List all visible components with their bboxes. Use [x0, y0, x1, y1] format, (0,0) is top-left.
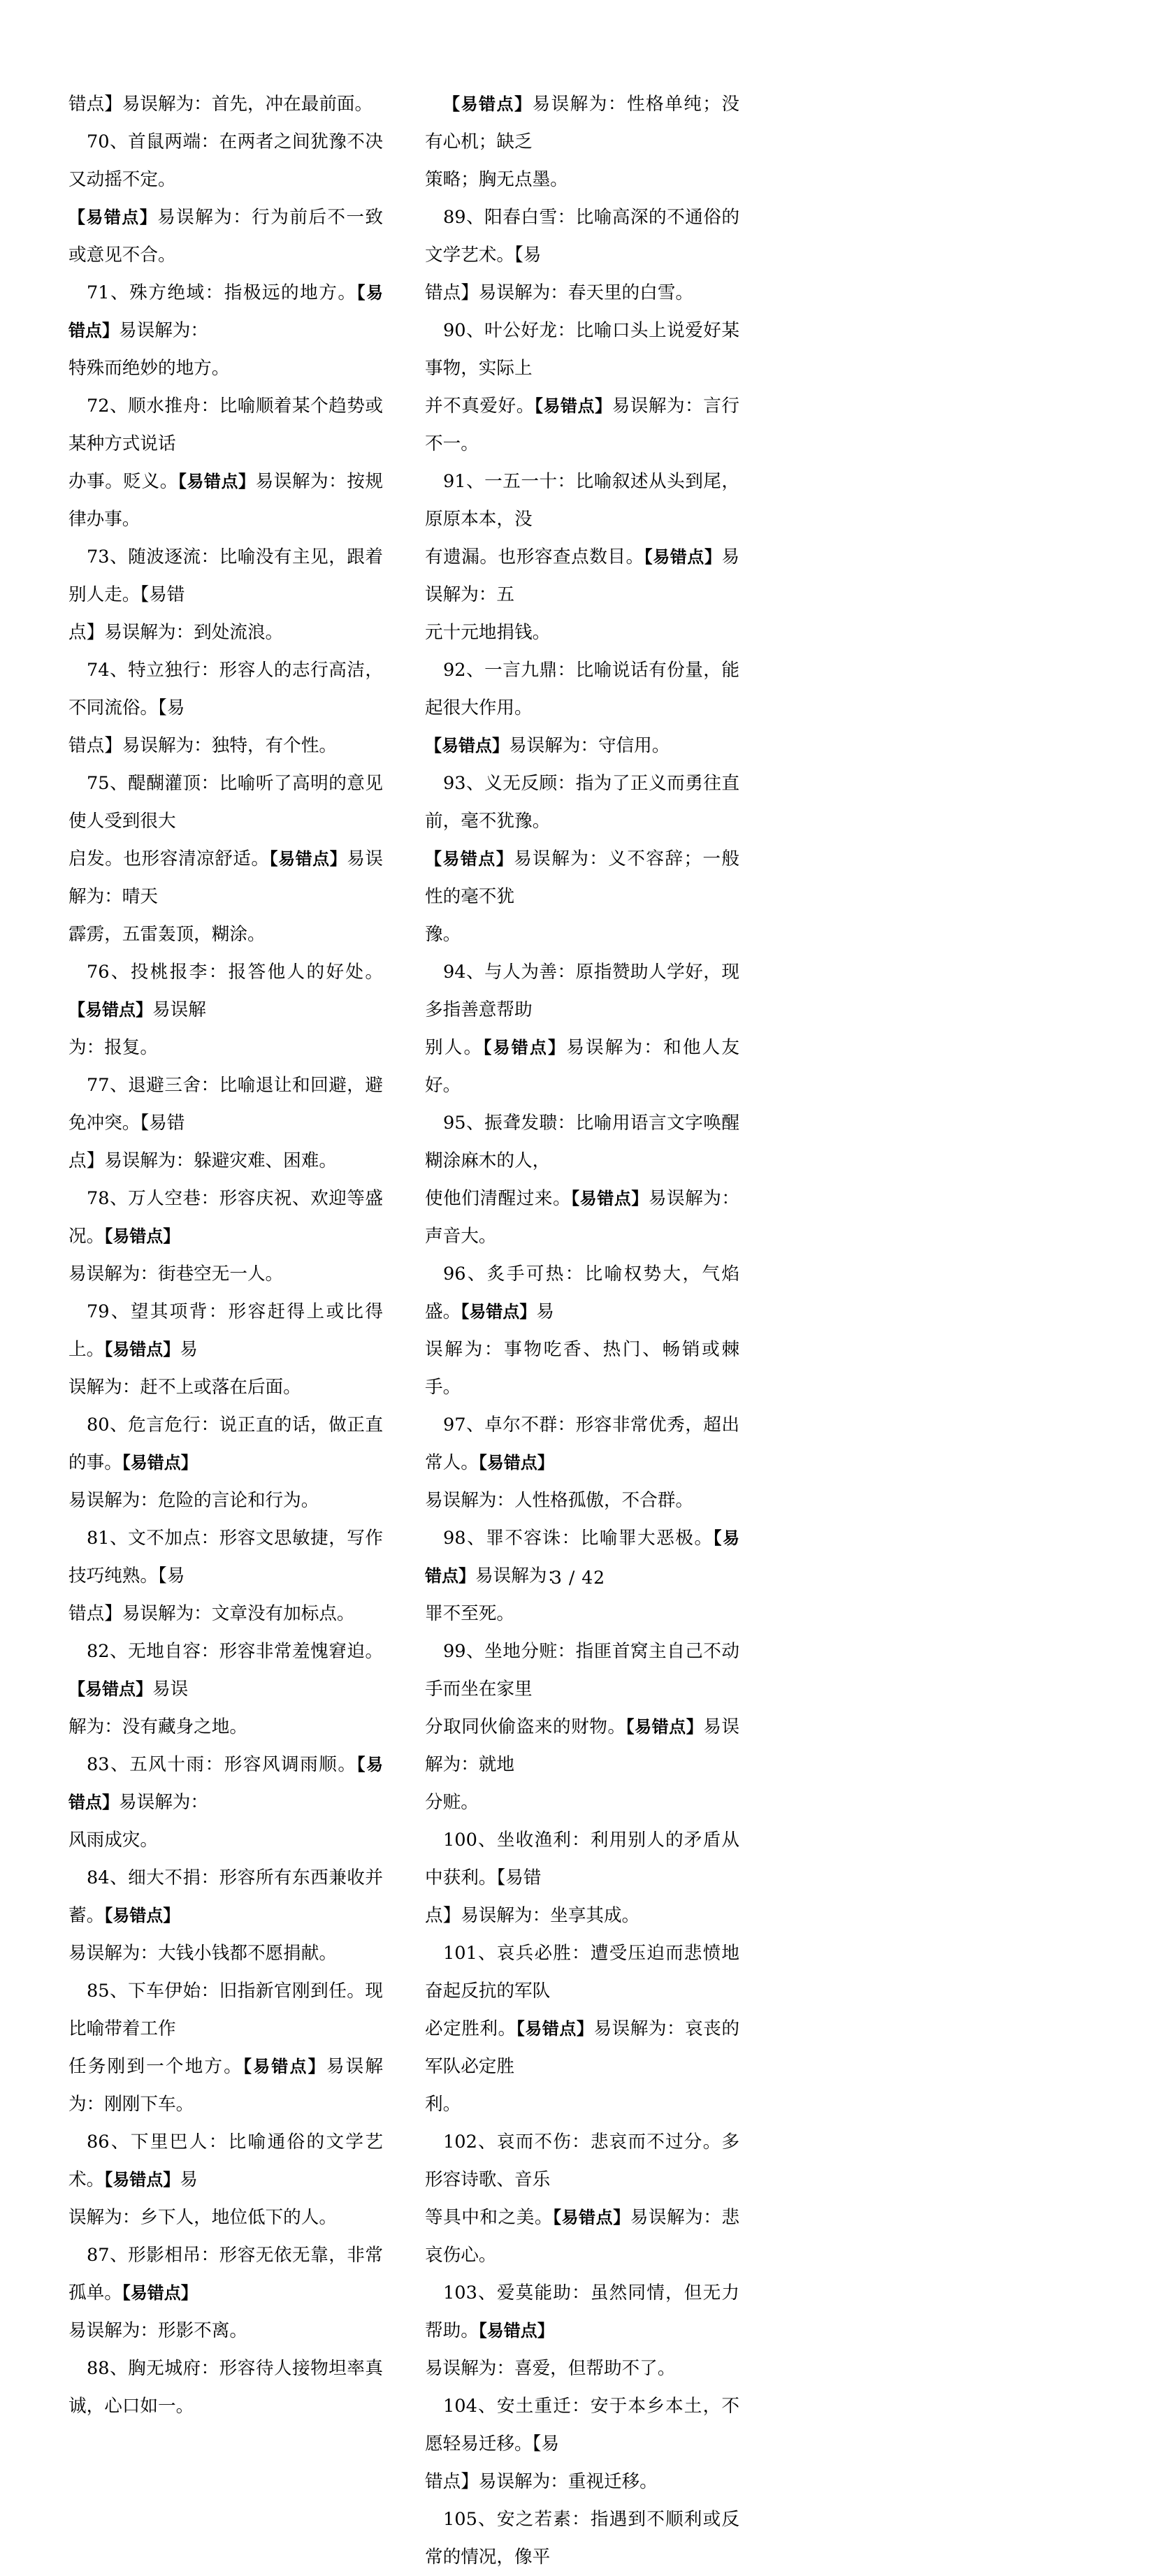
entry-81: 81、文不加点：形容文思敏捷，写作技巧纯熟。【易	[68, 1528, 383, 1586]
entry-93-cont: 【易错点】易误解为：义不容辞；一般性的毫不犹	[425, 848, 739, 907]
entry-95: 95、振聋发聩：比喻用语言文字唤醒糊涂麻木的人，	[425, 1113, 739, 1171]
entry-84: 84、细大不捐：形容所有东西兼收并蓄。【易错点】	[68, 1867, 383, 1926]
entry-95-cont: 使他们清醒过来。【易错点】易误解为：声音大。	[425, 1188, 739, 1247]
entry-69-cont: 错点】易误解为：首先，冲在最前面。	[68, 94, 373, 115]
error-point-marker: 【易错点】	[534, 396, 612, 416]
entry-70: 70、首鼠两端：在两者之间犹豫不决又动摇不定。	[68, 131, 383, 190]
entry-79-cont: 误解为：赶不上或落在后面。	[68, 1377, 301, 1398]
error-point-marker: 【易错点】	[104, 1906, 180, 1925]
entry-92-cont: 【易错点】易误解为：守信用。	[425, 735, 670, 756]
entry-89: 89、阳春白雪：比喻高深的不通俗的文学艺术。【易	[425, 207, 739, 266]
entry-101-cont2: 利。	[425, 2094, 461, 2115]
entry-90: 90、叶公好龙：比喻口头上说爱好某事物，实际上	[425, 320, 739, 379]
error-point-marker: 【易错点】	[68, 208, 158, 227]
entry-81-cont: 错点】易误解为：文章没有加标点。	[68, 1603, 355, 1624]
entry-91-cont2: 元十元地捐钱。	[425, 622, 551, 643]
entry-84-cont: 易误解为：大钱小钱都不愿捐献。	[68, 1943, 337, 1964]
entry-86: 86、下里巴人：比喻通俗的文学艺术。【易错点】易	[68, 2132, 383, 2190]
entry-102: 102、哀而不伤：悲哀而不过分。多形容诗歌、音乐	[425, 2132, 739, 2190]
entry-77-cont: 点】易误解为：躲避灾难、困难。	[68, 1150, 337, 1171]
entry-104-cont: 错点】易误解为：重视迁移。	[425, 2471, 658, 2492]
error-point-marker: 【易错点】	[478, 2321, 554, 2340]
error-point-marker: 【易错点】	[104, 1340, 180, 1359]
entry-76: 76、投桃报李：报答他人的好处。【易错点】易误解	[68, 962, 383, 1020]
error-point-marker: 【易错点】	[122, 2283, 198, 2303]
entry-70-note: 【易错点】易误解为：行为前后不一致或意见不合。	[68, 207, 383, 266]
error-point-marker: 【易错点】	[425, 736, 509, 755]
error-point-marker: 【易错点】	[425, 849, 514, 869]
entry-98-cont: 罪不至死。	[425, 1603, 514, 1624]
entry-87-cont: 易误解为：形影不离。	[68, 2320, 247, 2341]
error-point-marker: 【易错点】	[104, 1227, 180, 1246]
entry-104: 104、安土重迁：安于本乡本土，不愿轻易迁移。【易	[425, 2396, 739, 2454]
entry-85-cont: 任务刚到一个地方。【易错点】易误解为：刚刚下车。	[68, 2056, 383, 2115]
right-text-column	[425, 85, 739, 2576]
entry-83: 83、五风十雨：形容风调雨顺。【易错点】易误解为：	[68, 1754, 383, 1813]
entry-88-cont: 策略；胸无点墨。	[425, 169, 568, 190]
entry-88: 88、胸无城府：形容待人接物坦率真诚，心口如一。	[68, 2358, 383, 2417]
error-point-marker: 【易错点】	[483, 1038, 567, 1057]
entry-103-cont: 易误解为：喜爱，但帮助不了。	[425, 2358, 676, 2379]
error-point-marker: 【易错点】	[104, 2170, 180, 2190]
entry-72: 72、顺水推舟：比喻顺着某个趋势或某种方式说话	[68, 396, 383, 454]
error-point-marker: 【易错点】	[425, 1528, 739, 1586]
left-text-column	[68, 85, 383, 2576]
entry-75-cont: 启发。也形容清凉舒适。【易错点】易误解为：晴天	[68, 848, 383, 907]
entry-76-cont: 为：报复。	[68, 1037, 158, 1058]
entry-75-cont2: 霹雳，五雷轰顶，糊涂。	[68, 924, 266, 945]
error-point-marker: 【易错点】	[626, 1717, 704, 1737]
error-point-marker: 【易错点】	[552, 2208, 630, 2227]
entry-98: 98、罪不容诛：比喻罪大恶极。【易错点】易误解为：	[425, 1528, 739, 1586]
entry-73-cont: 点】易误解为：到处流浪。	[68, 622, 284, 643]
entry-71: 71、殊方绝域：指极远的地方。【易错点】易误解为：	[68, 282, 383, 341]
entry-71-cont: 特殊而绝妙的地方。	[68, 358, 230, 379]
entry-77: 77、退避三舍：比喻退让和回避，避免冲突。【易错	[68, 1075, 383, 1134]
entry-97: 97、卓尔不群：形容非常优秀，超出常人。【易错点】	[425, 1414, 739, 1473]
entry-75: 75、醍醐灌顶：比喻听了高明的意见使人受到很大	[68, 773, 383, 832]
entry-78-cont: 易误解为：街巷空无一人。	[68, 1264, 284, 1285]
entry-74: 74、特立独行：形容人的志行高洁，不同流俗。【易	[68, 660, 383, 718]
page-number: 3 / 42	[550, 1568, 606, 1588]
entry-86-cont: 误解为：乡下人，地位低下的人。	[68, 2207, 337, 2228]
entry-87: 87、形影相吊：形容无依无靠，非常孤单。【易错点】	[68, 2245, 383, 2303]
entry-91: 91、一五一十：比喻叙述从头到尾，原原本本，没	[425, 471, 739, 530]
entry-94: 94、与人为善：原指赞助人学好，现多指善意帮助	[425, 962, 739, 1020]
error-point-marker: 【易错点】	[178, 472, 256, 491]
entry-105: 105、安之若素：指遇到不顺利或反常的情况，像平	[425, 2509, 739, 2568]
entry-94-cont: 别人。【易错点】易误解为：和他人友好。	[425, 1037, 739, 1096]
entry-73: 73、随波逐流：比喻没有主见，跟着别人走。【易错	[68, 547, 383, 605]
entry-80: 80、危言危行：说正直的话，做正直的事。【易错点】	[68, 1414, 383, 1473]
entry-100-cont: 点】易误解为：坐享其成。	[425, 1905, 640, 1926]
entry-103: 103、爱莫能助：虽然同情，但无力帮助。【易错点】	[425, 2282, 739, 2341]
error-point-marker: 【易错点】	[443, 94, 533, 114]
entry-78: 78、万人空巷：形容庆祝、欢迎等盛况。【易错点】	[68, 1188, 383, 1247]
entry-96-cont: 误解为：事物吃香、热门、畅销或棘手。	[425, 1339, 739, 1398]
entry-102-cont: 等具中和之美。【易错点】易误解为：悲哀伤心。	[425, 2207, 739, 2266]
entry-93-cont2: 豫。	[425, 924, 461, 945]
entry-99: 99、坐地分赃：指匪首窝主自己不动手而坐在家里	[425, 1641, 739, 1700]
entry-97-cont: 易误解为：人性格孤傲，不合群。	[425, 1490, 693, 1511]
entry-82: 82、无地自容：形容非常羞愧窘迫。【易错点】易误	[68, 1641, 383, 1700]
entry-92: 92、一言九鼎：比喻说话有份量，能起很大作用。	[425, 660, 739, 718]
error-point-marker: 【易错点】	[478, 1453, 554, 1472]
entry-96: 96、炙手可热：比喻权势大，气焰盛。【易错点】易	[425, 1264, 739, 1322]
error-point-marker: 【易错点】	[68, 1755, 383, 1812]
two-column-body	[68, 85, 1075, 2576]
error-point-marker: 【易错点】	[243, 2057, 326, 2076]
entry-100: 100、坐收渔利：利用别人的矛盾从中获利。【易错	[425, 1830, 739, 1888]
error-point-marker: 【易错点】	[122, 1453, 198, 1472]
entry-91-cont: 有遗漏。也形容查点数目。【易错点】易误解为：五	[425, 547, 739, 605]
entry-99-cont: 分取同伙偷盗来的财物。【易错点】易误解为：就地	[425, 1716, 739, 1775]
entry-99-cont2: 分赃。	[425, 1792, 479, 1813]
error-point-marker: 【易错点】	[68, 1000, 152, 1020]
error-point-marker: 【易错点】	[68, 283, 383, 340]
error-point-marker: 【易错点】	[269, 849, 347, 869]
error-point-marker: 【易错点】	[644, 547, 722, 567]
entry-85: 85、下车伊始：旧指新官刚到任。现比喻带着工作	[68, 1981, 383, 2039]
entry-89-cont: 错点】易误解为：春天里的白雪。	[425, 282, 693, 303]
entry-93: 93、义无反顾：指为了正义而勇往直前，毫不犹豫。	[425, 773, 739, 832]
error-point-marker: 【易错点】	[571, 1189, 649, 1208]
entry-79: 79、望其项背：形容赶得上或比得上。【易错点】易	[68, 1301, 383, 1360]
entry-74-cont: 错点】易误解为：独特，有个性。	[68, 735, 337, 756]
entry-83-cont: 风雨成灾。	[68, 1830, 158, 1851]
entry-88-note: 【易错点】易误解为：性格单纯；没有心机；缺乏	[425, 94, 739, 152]
entry-72-cont: 办事。贬义。【易错点】易误解为：按规律办事。	[68, 471, 383, 530]
error-point-marker: 【易错点】	[461, 1302, 537, 1322]
entry-101: 101、哀兵必胜：遭受压迫而悲愤地奋起反抗的军队	[425, 1943, 739, 2002]
entry-90-cont: 并不真爱好。【易错点】易误解为：言行不一。	[425, 396, 739, 454]
entry-101-cont: 必定胜利。【易错点】易误解为：哀丧的军队必定胜	[425, 2018, 739, 2077]
error-point-marker: 【易错点】	[68, 1679, 152, 1699]
entry-82-cont: 解为：没有藏身之地。	[68, 1716, 247, 1737]
error-point-marker: 【易错点】	[516, 2019, 594, 2039]
entry-80-cont: 易误解为：危险的言论和行为。	[68, 1490, 319, 1511]
